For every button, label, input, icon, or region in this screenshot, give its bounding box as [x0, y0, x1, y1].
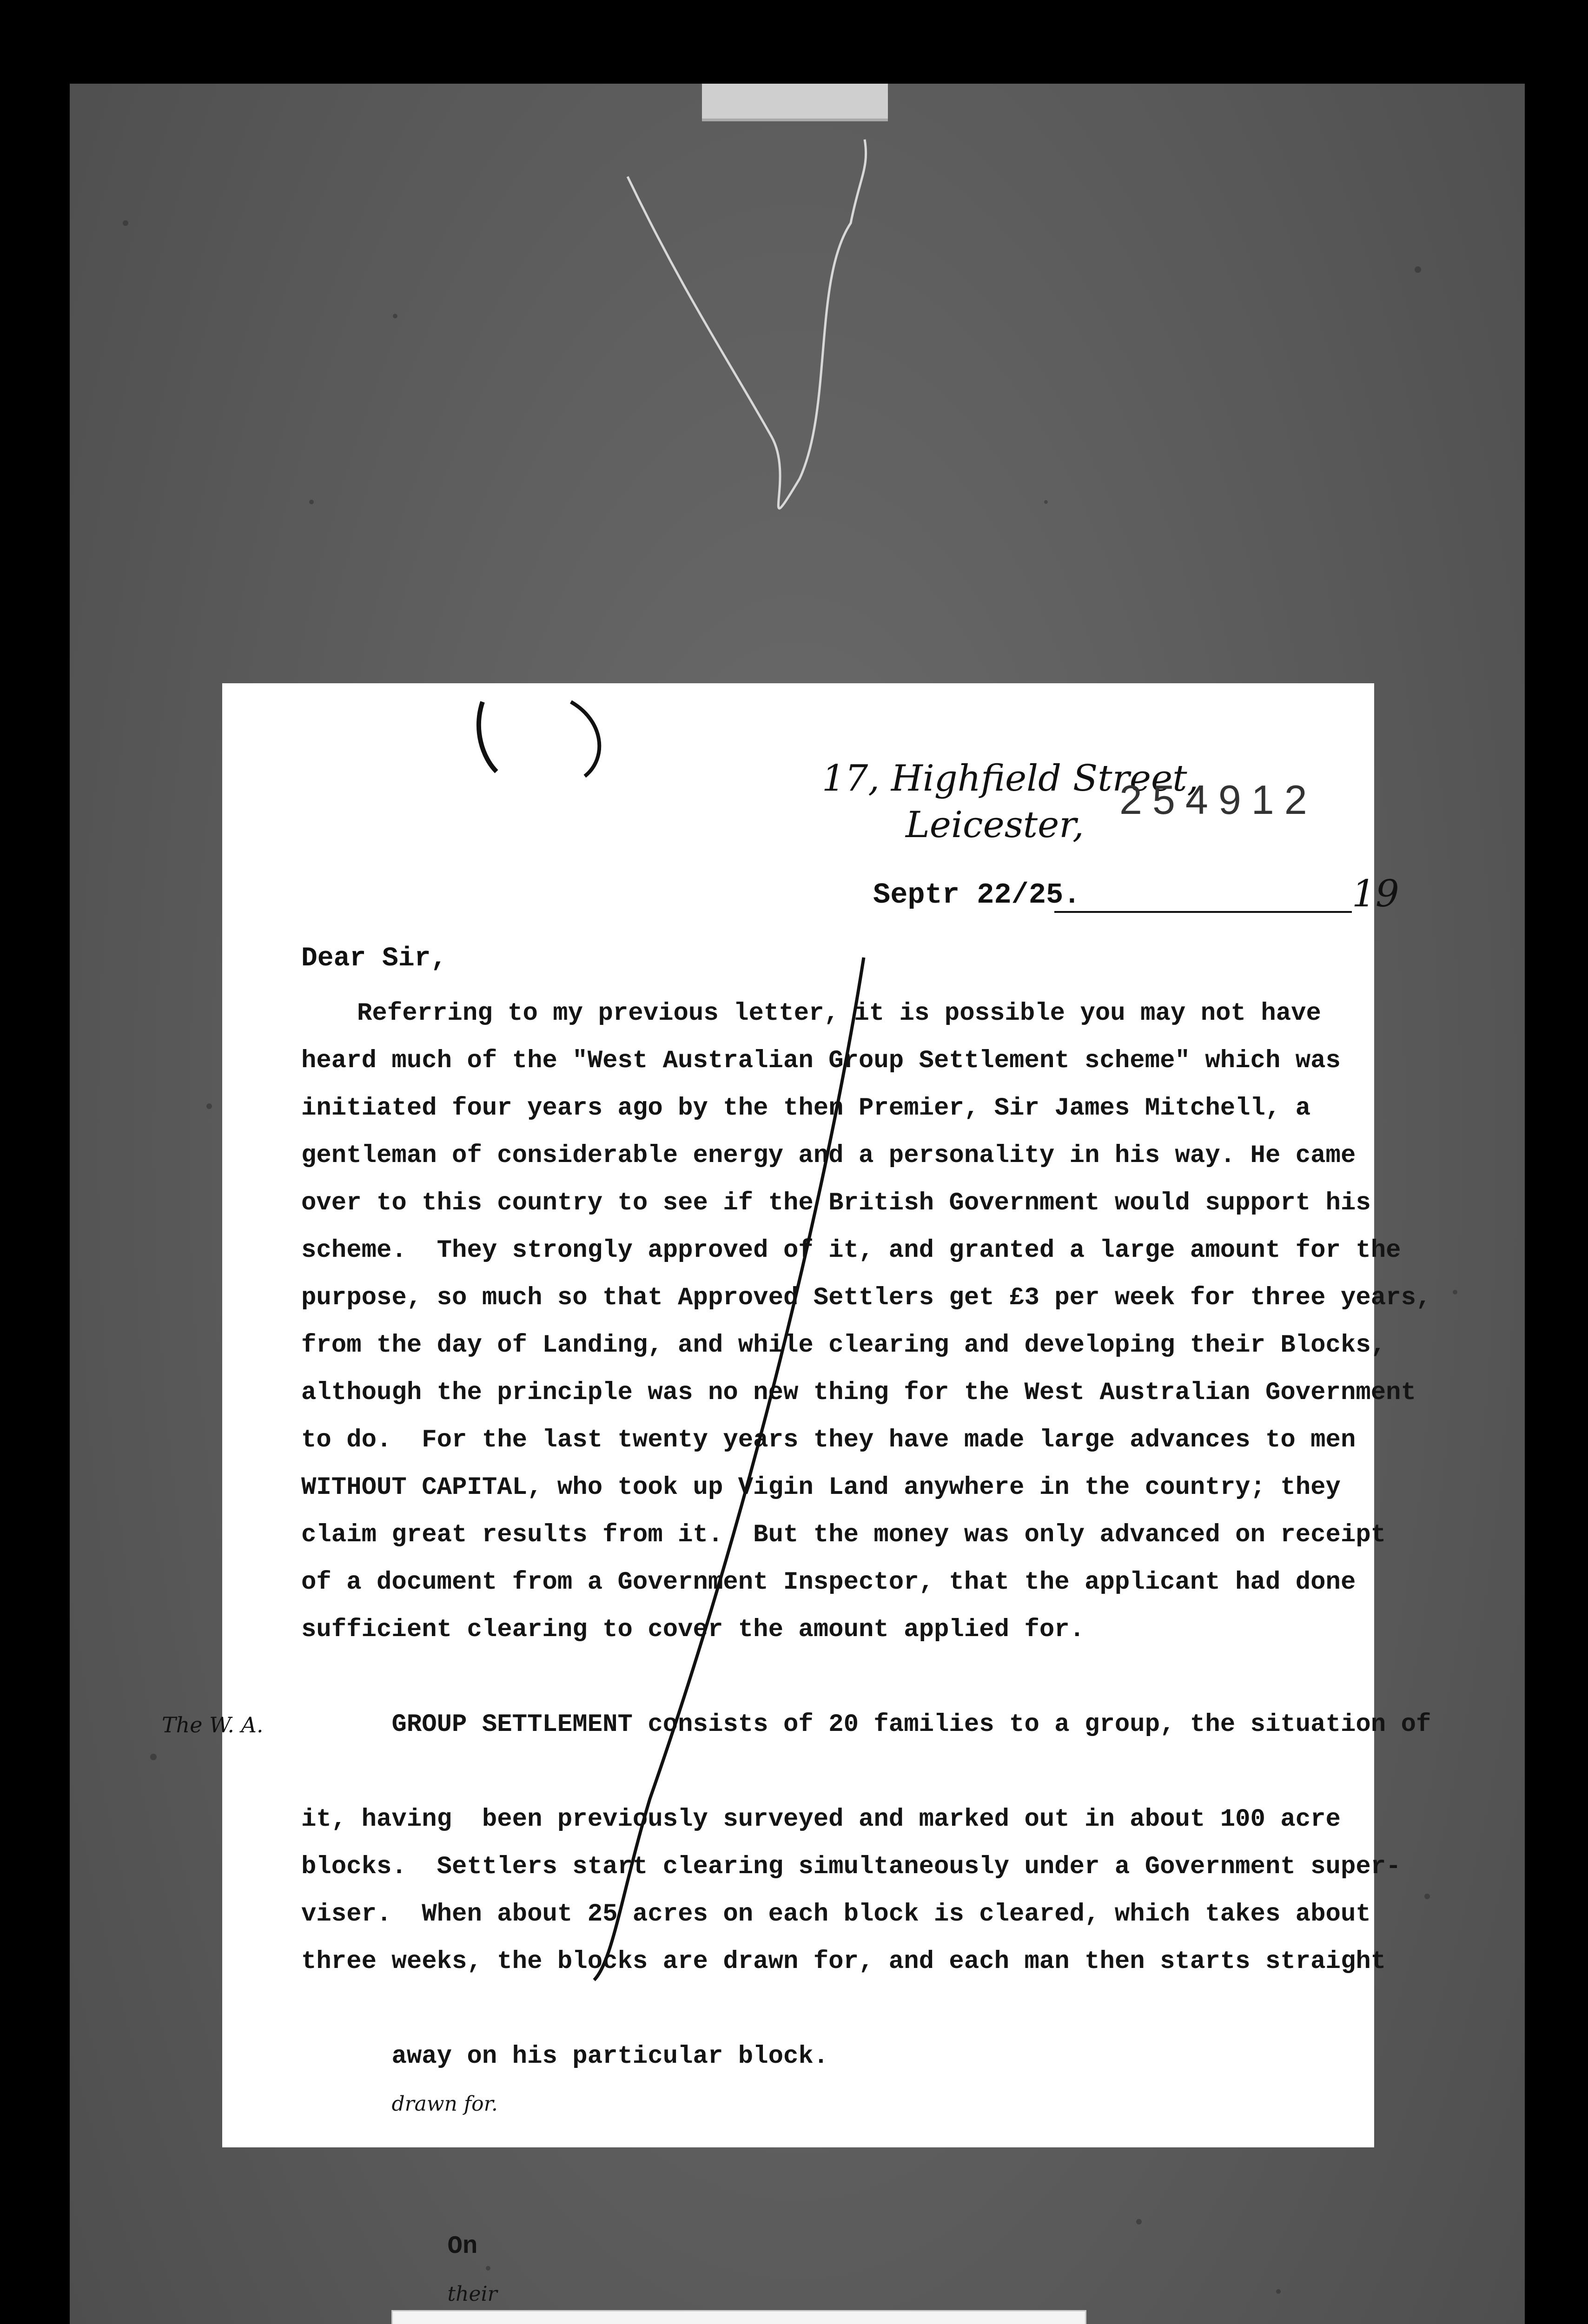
body-line: Referring to my previous letter, it is possible you may not have — [357, 999, 1321, 1028]
letter-date-year: 19 — [1352, 872, 1399, 915]
body-line: WITHOUT CAPITAL, who took up Vigin Land anywhere in the country; they — [301, 1473, 1341, 1502]
body-line: from the day of Landing, and while clearing and developing their Blocks, — [301, 1331, 1386, 1360]
address-street: 17, Highfield Street, — [822, 758, 1199, 799]
body-line: although the principle was no new thing for the West Australian Government — [301, 1379, 1416, 1407]
letter-page — [162, 683, 1431, 2306]
body-line: blocks. Settlers start clearing simultaneously under a Government super- — [301, 1853, 1401, 1881]
body-line: over to this country to see if the British Government would support his — [301, 1189, 1371, 1217]
reference-slip — [391, 2310, 1086, 2324]
mount-top-tab — [702, 84, 888, 121]
body-line: scheme. They strongly approved of it, and granted a large amount for the — [301, 1236, 1401, 1265]
salutation: Dear Sir, — [301, 944, 447, 974]
body-line-prefix: On — [447, 2232, 478, 2261]
date-rule — [1054, 911, 1352, 913]
margin-note-handwritten: The W. A. — [162, 1712, 264, 1737]
body-line: heard much of the "West Australian Group Settlement scheme" which was — [301, 1047, 1341, 1075]
address-city: Leicester, — [906, 804, 1084, 846]
body-line: three weeks, the blocks are drawn for, and each man then starts straight — [301, 1948, 1386, 1976]
body-line-with-margin-note — [162, 1654, 1431, 1796]
body-line: claim great results from it. But the money was only advanced on receipt — [301, 1521, 1386, 1549]
handwritten-insert-drawn-for: drawn for. — [391, 2092, 498, 2116]
body-line: to do. For the last twenty years they have made large advances to men — [301, 1426, 1356, 1454]
body-line: initiated four years ago by the then Premier, Sir James Mitchell, a — [301, 1094, 1311, 1122]
handwritten-insert-their: their — [447, 2282, 497, 2306]
body-line: viser. When about 25 acres on each block is cleared, which takes about — [301, 1900, 1371, 1928]
body-line: purpose, so much so that Approved Settlers get £3 per week for three years, — [301, 1284, 1431, 1312]
body-line-with-annotation — [301, 1986, 1343, 2176]
letter-date-line — [873, 872, 1431, 915]
body-line-text: away on his particular block. — [391, 2042, 829, 2071]
document-number-stamp: 254912 — [1119, 777, 1317, 823]
body-line-with-inserts — [301, 2176, 1343, 2324]
ring-binding-mark — [464, 693, 631, 786]
body-line: sufficient clearing to cover the amount applied for. — [301, 1616, 1085, 1644]
body-line: of a document from a Government Inspector, that the applicant had done — [301, 1568, 1356, 1597]
body-line: it, having been previously surveyed and marked out in about 100 acre — [301, 1805, 1341, 1834]
body-line: gentleman of considerable energy and a personality in his way. He came — [301, 1142, 1356, 1170]
letter-body — [162, 990, 1431, 2324]
body-line-text: GROUP SETTLEMENT consists of 20 families to a group, the situation of — [391, 1710, 1431, 1739]
letter-date: Septr 22/25. — [873, 878, 1081, 911]
